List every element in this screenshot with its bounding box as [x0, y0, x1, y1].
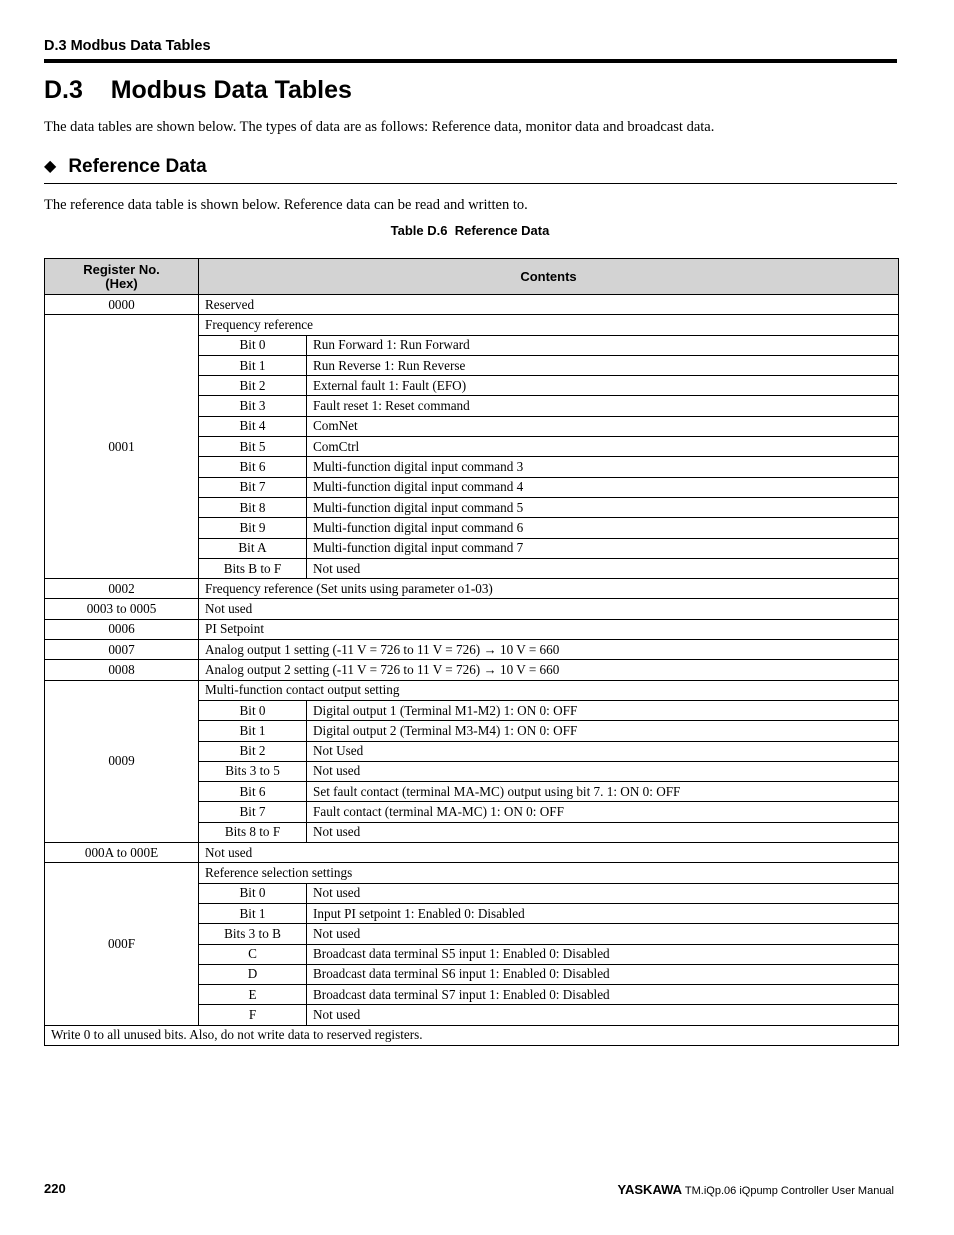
bit-description-cell: Not used — [307, 1005, 899, 1025]
contents-cell: Multi-function contact output setting — [199, 680, 899, 700]
bit-cell: Bits 8 to F — [199, 822, 307, 842]
table-body — [45, 295, 899, 1046]
bit-description-cell: ComNet — [307, 416, 899, 436]
table-row — [45, 660, 899, 680]
table-row — [45, 619, 899, 639]
running-header: D.3 Modbus Data Tables — [44, 38, 211, 54]
table-row — [45, 843, 899, 863]
table-row — [45, 640, 899, 660]
page-title-number: D.3 — [44, 76, 83, 104]
bit-description-cell: Not used — [307, 822, 899, 842]
bit-description-cell: Multi-function digital input command 7 — [307, 538, 899, 558]
bit-cell: F — [199, 1005, 307, 1025]
bit-description-cell: Not used — [307, 558, 899, 578]
bit-description-cell: Broadcast data terminal S7 input 1: Enabled 0: Disabled — [307, 985, 899, 1005]
bit-cell: Bit 1 — [199, 903, 307, 923]
bit-cell: Bit 3 — [199, 396, 307, 416]
register-cell: 0008 — [45, 660, 199, 680]
bit-description-cell: Digital output 1 (Terminal M1-M2) 1: ON 0: OFF — [307, 700, 899, 720]
bit-description-cell: ComCtrl — [307, 437, 899, 457]
bit-description-cell: Digital output 2 (Terminal M3-M4) 1: ON 0: OFF — [307, 721, 899, 741]
bit-description-cell: Not used — [307, 883, 899, 903]
bit-cell: Bit 6 — [199, 782, 307, 802]
contents-cell: Analog output 1 setting (-11 V = 726 to 11 V = 726) → 10 V = 660 — [199, 640, 899, 660]
contents-cell: PI Setpoint — [199, 619, 899, 639]
bit-cell: Bit 1 — [199, 721, 307, 741]
footer-manual-title — [618, 1182, 894, 1197]
section-heading — [44, 156, 207, 178]
bit-cell: Bit 8 — [199, 497, 307, 517]
bit-description-cell: Multi-function digital input command 6 — [307, 518, 899, 538]
register-header-line-1: Register No. — [83, 261, 160, 277]
register-cell: 0002 — [45, 579, 199, 599]
contents-cell: Reserved — [199, 295, 899, 315]
table-header-row — [45, 259, 899, 295]
intro-paragraph: The data tables are shown below. The types of data are as follows: Reference data, monitor data and broadcast data. — [44, 119, 715, 135]
bit-description-cell: Fault contact (terminal MA-MC) 1: ON 0: OFF — [307, 802, 899, 822]
bit-description-cell: Fault reset 1: Reset command — [307, 396, 899, 416]
section-rule — [44, 183, 897, 184]
register-cell: 0001 — [45, 315, 199, 579]
page-number: 220 — [44, 1181, 66, 1196]
register-column-header — [45, 259, 199, 295]
diamond-bullet-icon: ◆ — [44, 158, 57, 175]
table-row — [45, 579, 899, 599]
bit-cell: Bit 0 — [199, 335, 307, 355]
contents-cell: Frequency reference — [199, 315, 899, 335]
bit-description-cell: Run Forward 1: Run Forward — [307, 335, 899, 355]
register-header-line-2: (Hex) — [105, 275, 138, 291]
table-row — [45, 315, 899, 335]
page-title — [44, 76, 352, 105]
bit-description-cell: Not Used — [307, 741, 899, 761]
bit-description-cell: Multi-function digital input command 4 — [307, 477, 899, 497]
bit-cell: C — [199, 944, 307, 964]
brand-name: YASKAWA — [617, 1182, 683, 1197]
table-row — [45, 863, 899, 883]
page-title-text: Modbus Data Tables — [110, 76, 352, 104]
bit-description-cell: Broadcast data terminal S5 input 1: Enabled 0: Disabled — [307, 944, 899, 964]
bit-cell: Bit 6 — [199, 457, 307, 477]
register-cell: 0000 — [45, 295, 199, 315]
register-cell: 0003 to 0005 — [45, 599, 199, 619]
footnote-row — [45, 1025, 899, 1045]
bit-description-cell: External fault 1: Fault (EFO) — [307, 376, 899, 396]
table-row — [45, 599, 899, 619]
bit-cell: Bit 1 — [199, 355, 307, 375]
bit-description-cell: Not used — [307, 924, 899, 944]
bit-description-cell: Not used — [307, 761, 899, 781]
contents-column-header: Contents — [199, 259, 899, 295]
bit-description-cell: Input PI setpoint 1: Enabled 0: Disabled — [307, 903, 899, 923]
bit-cell: Bit 2 — [199, 741, 307, 761]
bit-cell: Bit 0 — [199, 700, 307, 720]
register-cell: 0007 — [45, 640, 199, 660]
bit-cell: Bits 3 to 5 — [199, 761, 307, 781]
table-footnote: Write 0 to all unused bits. Also, do not write data to reserved registers. — [45, 1025, 899, 1045]
bit-description-cell: Run Reverse 1: Run Reverse — [307, 355, 899, 375]
contents-cell: Reference selection settings — [199, 863, 899, 883]
table-row — [45, 680, 899, 700]
bit-cell: Bits B to F — [199, 558, 307, 578]
bit-cell: Bit 0 — [199, 883, 307, 903]
bit-cell: Bit 5 — [199, 437, 307, 457]
bit-description-cell: Multi-function digital input command 3 — [307, 457, 899, 477]
bit-cell: Bit 2 — [199, 376, 307, 396]
contents-cell: Frequency reference (Set units using parameter o1-03) — [199, 579, 899, 599]
bit-description-cell: Broadcast data terminal S6 input 1: Enabled 0: Disabled — [307, 964, 899, 984]
table-caption: Table D.6 Reference Data — [390, 223, 550, 238]
manual-name: TM.iQp.06 iQpump Controller User Manual — [682, 1185, 894, 1197]
bit-cell: D — [199, 964, 307, 984]
header-rule — [44, 59, 897, 63]
register-cell: 000F — [45, 863, 199, 1025]
register-cell: 0006 — [45, 619, 199, 639]
bit-cell: Bit 9 — [199, 518, 307, 538]
bit-cell: Bits 3 to B — [199, 924, 307, 944]
contents-cell: Not used — [199, 843, 899, 863]
bit-cell: Bit 7 — [199, 477, 307, 497]
register-cell: 0009 — [45, 680, 199, 842]
bit-cell: Bit 7 — [199, 802, 307, 822]
section-intro-paragraph: The reference data table is shown below. Reference data can be read and written to. — [44, 197, 528, 213]
bit-description-cell: Set fault contact (terminal MA-MC) output using bit 7. 1: ON 0: OFF — [307, 782, 899, 802]
table-row — [45, 295, 899, 315]
section-heading-text: Reference Data — [68, 156, 207, 177]
bit-cell: Bit 4 — [199, 416, 307, 436]
bit-description-cell: Multi-function digital input command 5 — [307, 497, 899, 517]
register-cell: 000A to 000E — [45, 843, 199, 863]
bit-cell: Bit A — [199, 538, 307, 558]
contents-cell: Analog output 2 setting (-11 V = 726 to 11 V = 726) → 10 V = 660 — [199, 660, 899, 680]
contents-cell: Not used — [199, 599, 899, 619]
reference-data-table — [44, 258, 899, 1046]
bit-cell: E — [199, 985, 307, 1005]
